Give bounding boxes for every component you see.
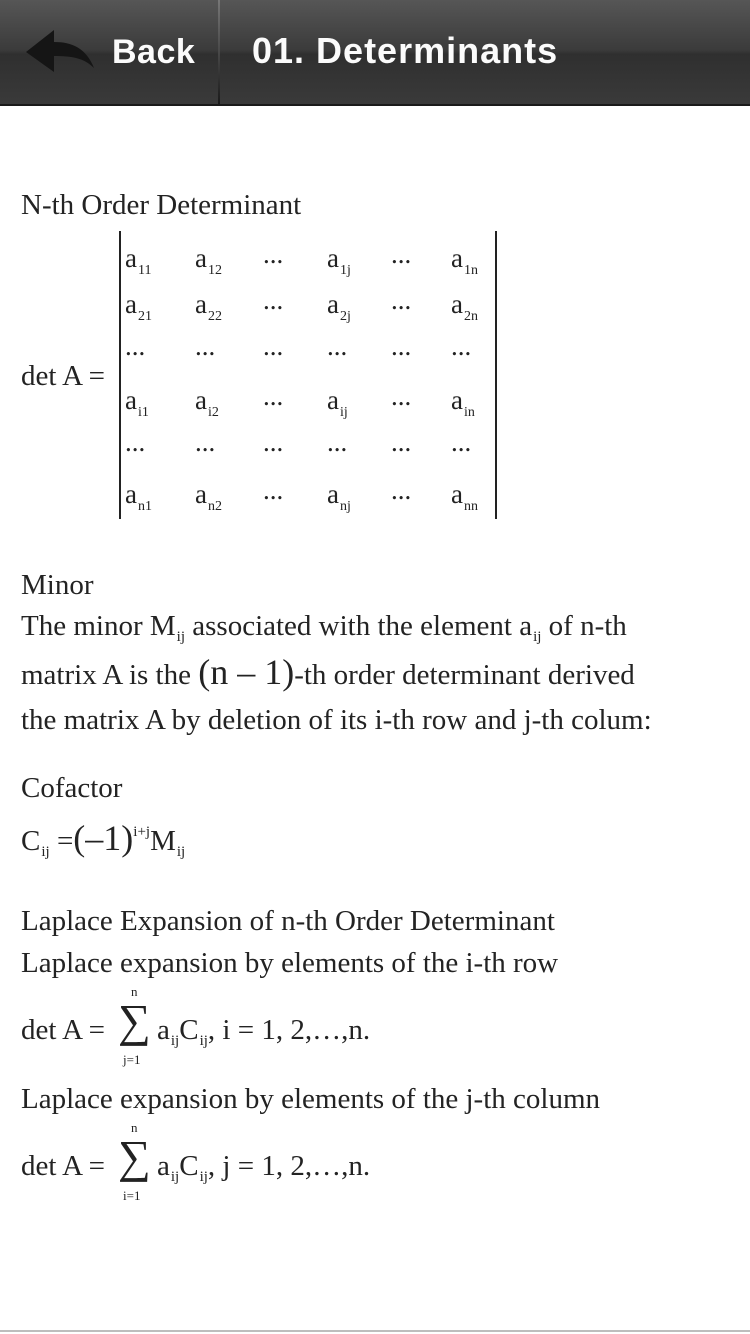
laplace-col-formula: $a_{ij}C_{ij}$, j = 1, 2,…,n. [157,1150,371,1185]
matrix-dots: ... [195,427,216,457]
matrix-cell: $a_{11}$ [125,243,152,278]
sigma-icon: ∑ [118,1131,151,1182]
sigma-lower: j=1 [123,1052,141,1067]
matrix-cell: $a_{2j}$ [327,289,351,324]
matrix-cell: $a_{nn}$ [451,479,478,514]
laplace-col-label: Laplace expansion by elements of the j-th column [21,1083,601,1115]
sigma-upper: n [131,984,138,999]
sigma-icon: ∑ [118,995,151,1046]
back-arrow-icon [24,28,96,76]
matrix-cell: $a_{2n}$ [451,289,478,324]
matrix-dots: ... [327,427,348,457]
minor-line-1: The minor $M_{ij}$ associated with the element $a_{ij}$ of n-th [21,610,627,645]
app-bar [0,0,750,106]
laplace-row-formula: $a_{ij}C_{ij}$, i = 1, 2,…,n. [157,1014,371,1049]
matrix-cell: $a_{22}$ [195,289,222,324]
minor-line-3: the matrix A by deletion of its i-th row and j-th colum: [21,704,652,736]
minor-line-2: matrix A is the (n – 1)-th order determinant derived [21,652,635,692]
matrix-cell: $a_{1j}$ [327,243,351,278]
matrix-dots: ... [451,427,472,457]
sigma-upper: n [131,1120,138,1135]
page-title: 01. Determinants [252,30,559,71]
section-heading-nth-order: N-th Order Determinant [21,189,302,221]
matrix-cell: $a_{12}$ [195,243,222,278]
matrix-cell: $a_{i1}$ [125,385,149,420]
matrix-cell: $a_{21}$ [125,289,152,324]
matrix-dots: ... [327,331,348,361]
matrix-dots: ... [263,381,284,411]
section-heading-laplace: Laplace Expansion of n-th Order Determinant [21,905,555,937]
matrix-dots: ... [195,331,216,361]
matrix-dots: ... [125,427,146,457]
matrix-dots: ... [263,331,284,361]
matrix-dots: ... [391,427,412,457]
back-label: Back [112,33,196,71]
matrix-cell: $a_{n2}$ [195,479,222,514]
section-heading-minor: Minor [21,569,94,601]
matrix-cell: $a_{in}$ [451,385,475,420]
matrix-cell: $a_{n1}$ [125,479,152,514]
matrix-dots: ... [391,285,412,315]
matrix-dots: ... [263,285,284,315]
matrix-cell: $a_{1n}$ [451,243,478,278]
matrix-dots: ... [391,381,412,411]
laplace-row-lhs: det A = [21,1014,106,1046]
laplace-col-lhs: det A = [21,1150,106,1182]
sigma-lower: i=1 [123,1188,141,1203]
matrix-dots: ... [263,239,284,269]
bottom-divider [0,1330,750,1332]
laplace-row-label: Laplace expansion by elements of the i-th row [21,947,559,979]
matrix-cell: $a_{ij}$ [327,385,348,420]
matrix-dots: ... [125,331,146,361]
section-heading-cofactor: Cofactor [21,772,123,804]
cofactor-formula: $C_{ij} =(-1)^{i+j}M_{ij}$ [21,818,186,860]
matrix-cell: $a_{i2}$ [195,385,219,420]
back-button[interactable] [0,0,218,104]
det-lhs: det A = [21,360,106,392]
header-divider [218,0,220,104]
matrix-dots: ... [391,331,412,361]
matrix-cell: $a_{nj}$ [327,479,351,514]
matrix-dots: ... [451,331,472,361]
determinant-matrix [119,231,497,519]
matrix-dots: ... [263,475,284,505]
matrix-dots: ... [391,475,412,505]
matrix-dots: ... [391,239,412,269]
matrix-dots: ... [263,427,284,457]
